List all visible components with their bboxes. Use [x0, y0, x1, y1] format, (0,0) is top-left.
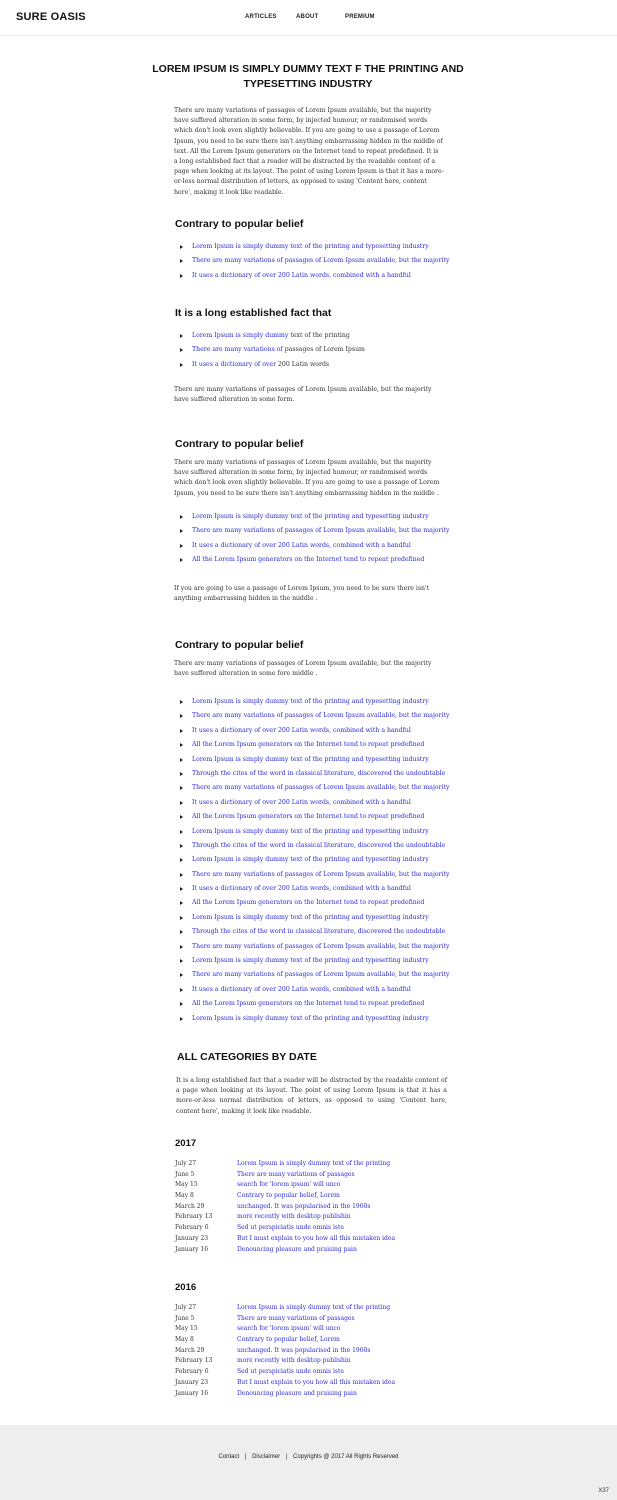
- nav-premium[interactable]: PREMIUM: [345, 14, 375, 20]
- entry-link[interactable]: unchanged. It was popularised in the 1960s: [237, 1346, 371, 1354]
- footer-disclaimer-link[interactable]: Disclaimer: [252, 1454, 281, 1460]
- list-item[interactable]: It uses a dictionary of over 200 Latin words, combined with a handful: [175, 542, 450, 556]
- categories-paragraph: It is a long established fact that a reader will be distracted by the readable content of a page when looking at its layout. The point of using Lorem Ipsum is that it has a more-or-less normal distribution of letters, as opposed to using 'Content here, content here', making it look like readable.: [176, 1077, 447, 1115]
- entry-link[interactable]: Lorem Ipsum is simply dummy text of the printing: [237, 1304, 391, 1311]
- section3-after-paragraph: If you are going to use a passage of Lorem Ipsum, you need to be sure there isn't anything embarrassing hidden in the middle .: [174, 585, 430, 603]
- list-link[interactable]: It uses a dictionary of over: [192, 360, 277, 368]
- list-item[interactable]: Lorem Ipsum is simply dummy text of the printing and typesetting industry: [175, 914, 450, 928]
- list-item[interactable]: It uses a dictionary of over 200 Latin words, combined with a handful: [175, 727, 450, 741]
- list-item[interactable]: Lorem Ipsum is simply dummy text of the printing and typesetting industry: [175, 513, 450, 527]
- list-item[interactable]: All the Lorem Ipsum generators on the Internet tend to repeat predefined: [175, 741, 450, 755]
- site-footer: [0, 1425, 617, 1500]
- list-item[interactable]: It uses a dictionary of over 200 Latin words, combined with a handful: [175, 885, 450, 899]
- section2-heading: It is a long established fact that: [175, 307, 332, 319]
- list-item[interactable]: There are many variations of passages of Lorem Ipsum available, but the majority: [175, 527, 450, 541]
- list-item[interactable]: It uses a dictionary of over 200 Latin words, combined with a handful: [175, 799, 450, 813]
- site-header: [0, 0, 617, 36]
- list-item: Lorem Ipsum is simply dummy text of the printing: [175, 332, 365, 346]
- list-item: It uses a dictionary of over 200 Latin words: [175, 361, 365, 375]
- list-link[interactable]: Lorem Ipsum is simply dummy: [192, 332, 289, 339]
- list-item[interactable]: All the Lorem Ipsum generators on the Internet tend to repeat predefined: [175, 556, 450, 570]
- section1-list: [175, 243, 450, 286]
- entry-link[interactable]: more recently with desktop publishin: [237, 1213, 351, 1221]
- entry-link[interactable]: But I must explain to you how all this mistaken idea: [237, 1378, 396, 1386]
- list-item[interactable]: It uses a dictionary of over 200 Latin words, combined with a handful: [175, 272, 450, 286]
- categories-heading: ALL CATEGORIES BY DATE: [177, 1051, 317, 1063]
- list-item[interactable]: Through the cites of the word in classical literature, discovered the undoubtable: [175, 842, 450, 856]
- list-item[interactable]: It uses a dictionary of over 200 Latin words, combined with a handful: [175, 986, 450, 1000]
- year-heading: 2017: [175, 1138, 197, 1149]
- intro-paragraph: There are many variations of passages of Lorem Ipsum available, but the majority have suffered alteration in some form, by injected humour, or randomised words which don't look even slightly believable. If you are going to use a passage of Lorem Ipsum, you need to be sure there isn't anything embarrassing hidden in the middle of text. All the Lorem Ipsum generators on the Internet tend to repeat predefined. It is a long established fact that a reader will be distracted by the readable content of a page when looking at its layout. The point of using Lorem Ipsum is that it has a more-or-less normal distribution of letters, as opposed to using 'Content here, content here', making it look like readable.: [174, 107, 444, 196]
- nav-about[interactable]: ABOUT: [296, 14, 319, 20]
- section3-paragraph: There are many variations of passages of Lorem Ipsum available, but the majority have suffered alteration in some form, by injected humour, or randomised words which don't look even slightly believable. If you are going to use a passage of Lorem Ipsum, you need to be sure there isn't anything embarrassing hidden in the middle .: [174, 459, 440, 497]
- list-item[interactable]: Lorem Ipsum is simply dummy text of the printing and typesetting industry: [175, 856, 450, 870]
- section1-heading: Contrary to popular belief: [175, 218, 304, 230]
- entry-link[interactable]: Denouncing pleasure and praising pain: [237, 1389, 357, 1397]
- entry-link[interactable]: search for 'lorem ipsum' will unco: [237, 1181, 341, 1189]
- list-item[interactable]: Lorem Ipsum is simply dummy text of the printing and typesetting industry: [175, 756, 450, 770]
- list-item[interactable]: There are many variations of passages of Lorem Ipsum available, but the majority: [175, 712, 450, 726]
- list-item[interactable]: All the Lorem Ipsum generators on the Internet tend to repeat predefined: [175, 813, 450, 827]
- list-item[interactable]: Lorem Ipsum is simply dummy text of the printing and typesetting industry: [175, 957, 450, 971]
- section3-heading: Contrary to popular belief: [175, 438, 304, 450]
- entry-link[interactable]: Contrary to popular belief, Lorem: [237, 1336, 340, 1344]
- list-item[interactable]: Lorem Ipsum is simply dummy text of the printing and typesetting industry: [175, 698, 450, 712]
- footer-copyright: Copyrights @ 2017 All Rights Reserved: [293, 1454, 399, 1460]
- entry-link[interactable]: Contrary to popular belief, Lorem: [237, 1192, 340, 1200]
- list-item[interactable]: There are many variations of passages of Lorem Ipsum available, but the majority: [175, 257, 450, 271]
- list-item[interactable]: Through the cites of the word in classical literature, discovered the undoubtable: [175, 928, 450, 942]
- section2-paragraph: There are many variations of passages of Lorem Ipsum available, but the majority have suffered alteration in some form.: [174, 386, 432, 404]
- corner-badge: X37: [598, 1488, 609, 1494]
- list-item[interactable]: There are many variations of passages of Lorem Ipsum available, but the majority: [175, 943, 450, 957]
- section3-list: [175, 513, 450, 571]
- section4-list: [175, 698, 450, 1029]
- page-title: LOREM IPSUM IS SIMPLY DUMMY TEXT F THE PRINTING AND TYPESETTING INDUSTRY: [152, 63, 464, 90]
- section4-heading: Contrary to popular belief: [175, 639, 304, 651]
- entry-link[interactable]: search for 'lorem ipsum' will unco: [237, 1325, 341, 1333]
- entry-link[interactable]: Lorem Ipsum is simply dummy text of the printing: [237, 1160, 391, 1167]
- year-heading: 2016: [175, 1282, 197, 1293]
- list-item: There are many variations of passages of Lorem Ipsum: [175, 346, 365, 360]
- section2-list: [175, 332, 365, 375]
- footer-links: [0, 1454, 617, 1460]
- list-item[interactable]: All the Lorem Ipsum generators on the Internet tend to repeat predefined: [175, 1000, 450, 1014]
- entry-link[interactable]: more recently with desktop publishin: [237, 1357, 351, 1365]
- entry-link[interactable]: Denouncing pleasure and praising pain: [237, 1245, 357, 1253]
- entry-link[interactable]: Sed ut perspiciatis unde omnis iste: [237, 1368, 344, 1376]
- site-logo[interactable]: SURE OASIS: [16, 11, 86, 23]
- list-item[interactable]: There are many variations of passages of Lorem Ipsum available, but the majority: [175, 871, 450, 885]
- entry-link[interactable]: unchanged. It was popularised in the 1960s: [237, 1202, 371, 1210]
- entry-link[interactable]: But I must explain to you how all this mistaken idea: [237, 1234, 396, 1242]
- list-item[interactable]: Lorem Ipsum is simply dummy text of the printing and typesetting industry: [175, 243, 450, 257]
- list-item[interactable]: Lorem Ipsum is simply dummy text of the printing and typesetting industry: [175, 1015, 450, 1029]
- entry-link[interactable]: There are many variations of passages: [237, 1170, 355, 1178]
- entry-link[interactable]: Sed ut perspiciatis unde omnis iste: [237, 1224, 344, 1232]
- list-item[interactable]: There are many variations of passages of Lorem Ipsum available, but the majority: [175, 971, 450, 985]
- footer-contact-link[interactable]: Contact: [218, 1454, 240, 1460]
- list-item[interactable]: Through the cites of the word in classical literature, discovered the undoubtable: [175, 770, 450, 784]
- list-item[interactable]: All the Lorem Ipsum generators on the Internet tend to repeat predefined: [175, 899, 450, 913]
- footer-separator: |: [285, 1454, 288, 1460]
- list-link[interactable]: There are many variations of: [192, 346, 283, 354]
- list-item[interactable]: Lorem Ipsum is simply dummy text of the printing and typesetting industry: [175, 828, 450, 842]
- section4-paragraph: There are many variations of passages of Lorem Ipsum available, but the majority have suffered alteration in some fore middle .: [174, 660, 432, 678]
- entry-link[interactable]: There are many variations of passages: [237, 1314, 355, 1322]
- list-item[interactable]: There are many variations of passages of Lorem Ipsum available, but the majority: [175, 784, 450, 798]
- footer-separator: |: [244, 1454, 247, 1460]
- nav-articles[interactable]: ARTICLES: [245, 14, 277, 20]
